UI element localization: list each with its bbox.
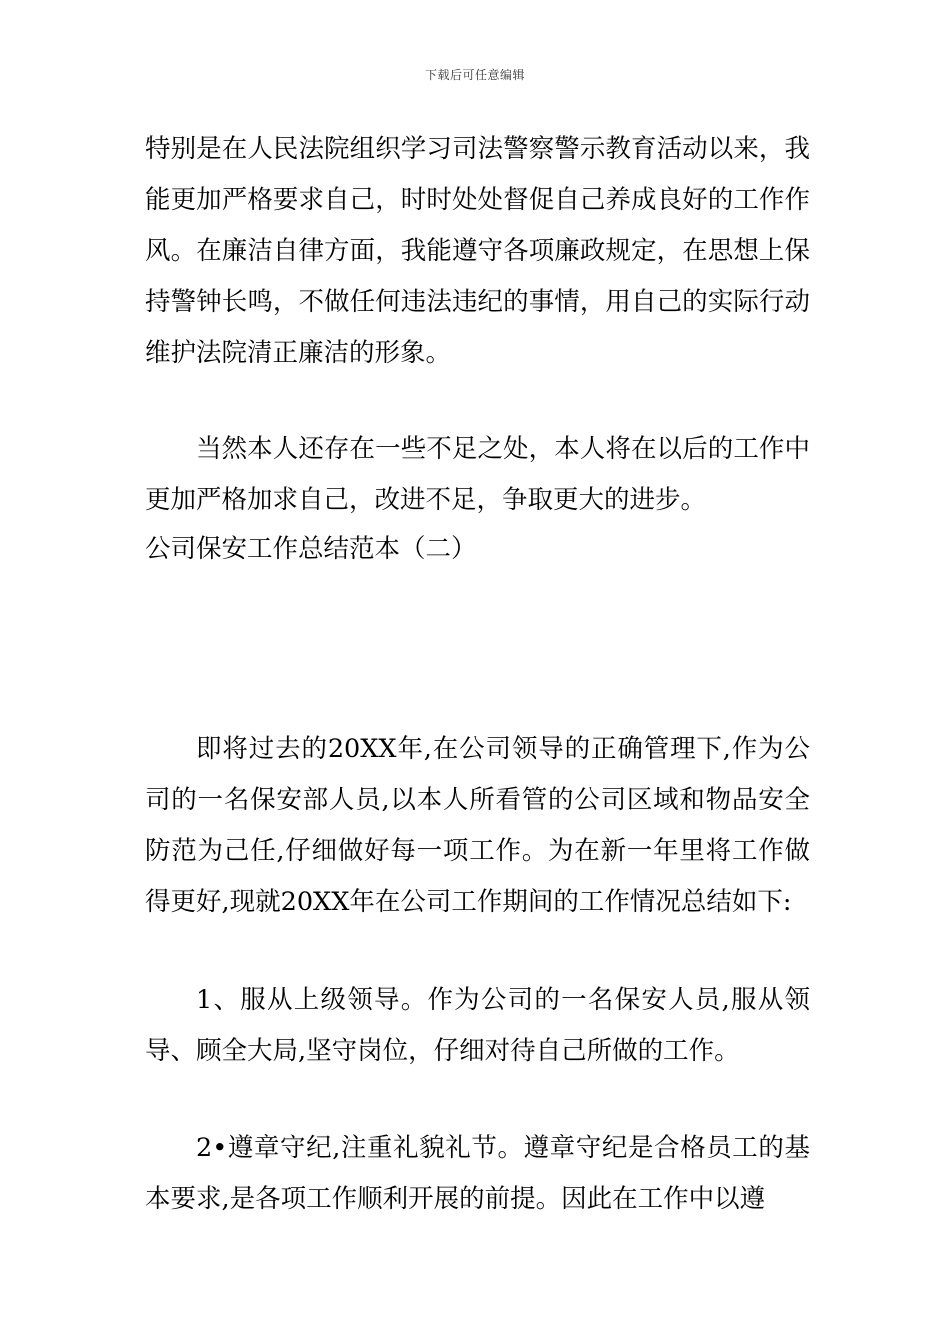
header-note: 下载后可任意编辑: [424, 68, 525, 82]
paragraph-item-1: [145, 975, 810, 1077]
paragraph-intro: [145, 724, 810, 928]
paragraph-text: 特别是在人民法院组织学习司法警察警示教育活动以来，我能更加严格要求自己，时时处处督促自己养成良好的工作作风。在廉洁自律方面，我能遵守各项廉政规定，在思想上保持警钟长鸣，不做任何违法违纪的事情，用自己的实际行动维护法院清正廉洁的形象。: [145, 134, 810, 368]
paragraph-text: 当然本人还存在一些不足之处，本人将在以后的工作中更加严格加求自己，改进不足，争取更大的进步。: [145, 434, 810, 515]
paragraph-shortcomings: [145, 424, 810, 526]
paragraph-item-2: [145, 1123, 810, 1225]
paragraph-text: 即将过去的20XX年,在公司领导的正确管理下,作为公司的一名保安部人员,以本人所看管的公司区域和物品安全防范为己任,仔细做好每一项工作。为在新一年里将工作做得更好,现就20XX年在公司工作期间的工作情况总结如下:: [145, 734, 810, 917]
paragraph-text: 1、服从上级领导。作为公司的一名保安人员,服从领导、顾全大局,坚守岗位，仔细对待自己所做的工作。: [145, 985, 810, 1066]
paragraph-text: 2•遵章守纪,注重礼貌礼节。遵章守纪是合格员工的基本要求,是各项工作顺利开展的前提。因此在工作中以遵: [145, 1133, 810, 1214]
section-title: 公司保安工作总结范本（二）: [145, 534, 477, 564]
section-title-block: [145, 524, 810, 575]
paragraph-integrity: [145, 124, 810, 379]
